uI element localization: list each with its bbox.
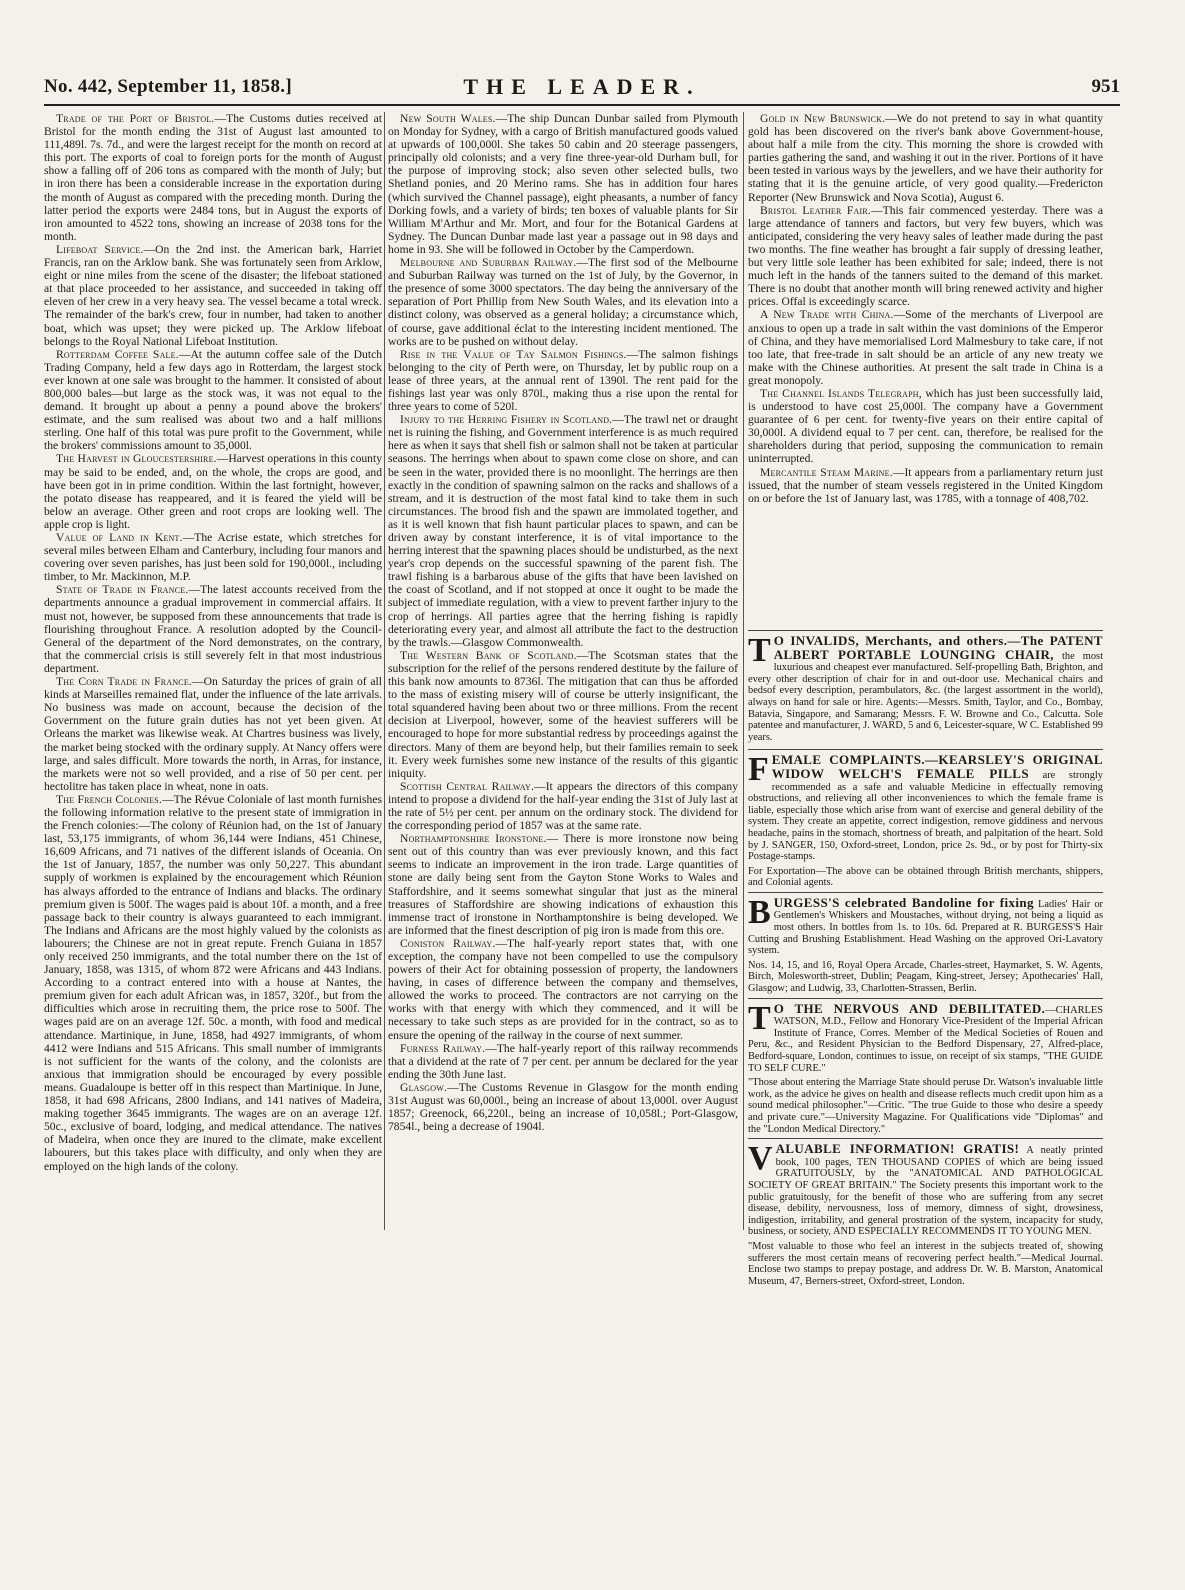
article-body: —The first sod of the Melbourne and Suburban Railway was turned on the 1st of July, by the Governor, in the presence of some 3000 spectators. The day being the anniversary of the separation of Port Phillip from New South Wales, and its elevation into a distinct colony, was observed as a general holiday; a circumstance which, of course, gave additional éclat to the interesting incident mentioned. The works are to be pushed on without delay.	[388, 256, 738, 348]
article-heading: The French Colonies.	[56, 792, 163, 806]
article-heading: Coniston Railway.	[400, 936, 496, 950]
column-divider	[384, 112, 385, 1230]
article-heading: Gold in New Brunswick.	[760, 112, 886, 125]
article	[44, 348, 382, 453]
article-heading: Rise in the Value of Tay Salmon Fishings.	[400, 347, 627, 361]
drop-cap: F	[748, 751, 769, 789]
page-number: 951	[1091, 76, 1120, 97]
article-body: —The half-yearly report states that, with one exception, the company have not been compelled to use the compulsory powers of their Act for obtaining possession of property, the landowners having, in cases of difference between the company and themselves, allowed the works to proceed. The contractors are not carrying on the works with that energy with which they commenced, and it will be necessary to take such steps as are provided for in the contract, so as to ensure the opening of the railway in the course of next summer.	[388, 936, 738, 1042]
article-body: —Harvest operations in this county may be said to be ended, and, on the whole, the crops are good, and have been got in in prime condition. Within the last fortnight, however, the potato disease has reappeared, and it is feared the yield will be below an average. Other green and root crops are looking well. The apple crop is light.	[44, 452, 382, 531]
masthead	[44, 74, 1120, 106]
column-2	[388, 112, 738, 1216]
ad-headline: O INVALIDS, Merchants, and others.—The PATENT ALBERT PORTABLE LOUNGING CHAIR,	[773, 633, 1103, 662]
ad-body: Ladies' Hair or Gentlemen's Whiskers and Moustaches, without drying, not being a liquid as most others. In bottles from 1s. to 10s. 6d. Prepared at R. BURGESS'S Hair Cutting and Brushing Establishment. Head Washing on the approved Ori-Lavatory system.	[748, 898, 1103, 957]
ad-headline: EMALE COMPLAINTS.—KEARSLEY'S ORIGINAL WIDOW WELCH'S FEMALE PILLS	[771, 752, 1103, 781]
drop-cap: T	[748, 632, 771, 669]
ad-note: Nos. 14, 15, and 16, Royal Opera Arcade, Charles-street, Haymarket, S. W. Agents, Birch, Molesworth-street, Dublin; Peagam, King-street, Jersey; Apothecaries' Hall, Glasgow; and Ludwig, 33, Charlotten-Strassen, Berlin.	[748, 959, 1103, 995]
article-heading: Injury to the Herring Fishery in Scotland.	[400, 413, 613, 427]
advertisements	[748, 630, 1103, 1287]
article	[748, 387, 1103, 466]
article-heading: Scottish Central Railway.	[400, 779, 535, 793]
article	[388, 348, 738, 413]
ad-note: "Those about entering the Marriage State should peruse Dr. Watson's invaluable little work, as the advice he gives on health and disease reflects much credit upon him as a sound medical philosopher."—Critic. "The true Guide to those who desire a speedy and private cure."—University Magazine. For Qualifications vide "Diplomas" and the "London Medical Directory."	[748, 1077, 1103, 1135]
article	[44, 531, 382, 583]
article	[44, 452, 382, 531]
article	[44, 675, 382, 793]
article-body: —The Customs duties received at Bristol for the month ending the 31st of August last amounted to 111,489l. 7s. 7d., and were the largest receipt for the month on record at this port. The exports of coal to foreign ports for the month of August show a falling off of 206 tons as compared with the month of July; but in iron there has been a considerable increase in the exportation during the month of August as compared with the preceding month. During the latter period the exports were 2484 tons, but in August the exports of iron amounted to 4522 tons, showing an increase of 2038 tons for the month.	[44, 112, 382, 243]
article-body: —The ship Duncan Dunbar sailed from Plymouth on Monday for Sydney, with a cargo of British manufactured goods valued at upwards of 100,000l. She takes 50 cabin and 20 steerage passengers, principally old colonists; and a very fine three-year-old Durham bull, for the purpose of improving stock; also seven other selected bulls, two Shetland ponies, and 20 Merino rams. She has in addition four hares (which survived the Channel passage), eight pheasants, a number of fancy Dorking fowls, and a variety of birds; ten boxes of valuable plants for Sir William M'Arthur and Mr. Mort, and four for the Botanical Gardens at Sydney. The Duncan Dunbar made last year a passage out in 98 days and home in 93. She will be followed in October by the Camperdown.	[388, 112, 738, 256]
advertisement	[748, 998, 1103, 1139]
column-3	[748, 112, 1103, 622]
article-heading: Melbourne and Suburban Railway.	[400, 256, 577, 270]
article	[388, 1081, 738, 1133]
issue-line: No. 442, September 11, 1858.]	[44, 76, 292, 97]
advertisement	[748, 749, 1103, 892]
article-body: —On the 2nd inst. the American bark, Harriet Francis, ran on the Arklow bank. She was fortunately seen from Arklow, eight or nine miles from the scene of the disaster; the lifeboat stationed at that place proceeded to her assistance, and succeeded in taking off eleven of her crew in a very heavy sea. The vessel became a total wreck. The remainder of the bark's crew, four in number, had taken to another boat, which was upset; they were picked up. The Arklow lifeboat belongs to the Royal National Lifeboat Institution.	[44, 242, 382, 348]
article-heading: Trade of the Port of Bristol.	[56, 112, 215, 125]
article-body: —The Scotsman states that the subscription for the relief of the persons rendered destitute by the failure of this bank now amounts to 8736l. The mitigation that can thus be afforded to the mass of existing misery will of course be utterly insignificant, the total squandered having been about two or three millions. From the recent decision at Liverpool, however, some of the heaviest sufferers will be encouraged to hope for more substantial redress by proceedings against the directors. Many of them are beyond help, but their families remain to seek it. Every week furnishes some new instance of the results of this gigantic iniquity.	[388, 648, 738, 780]
article-body: —We do not pretend to say in what quantity gold has been discovered on the river's bank above Government-house, about half a mile from the city. This morning the shore is crowded with parties gathering the sand, and washing it out in the river. Portions of it have been tested in various ways by the jewellers, and we have their authority for stating that it is the genuine article, of very good quality.—Fredericton Reporter (New Brunswick and Nova Scotia), August 6.	[748, 112, 1103, 204]
article	[44, 112, 382, 243]
article-body: —The salmon fishings belonging to the city of Perth were, on Thursday, let by public roup on a lease of three years, at the annual rent of 1390l. The rent paid for the fishings last year was only 870l., making thus a rise upon the rental for three years to come of 520l.	[388, 347, 739, 414]
article-body: —The half-yearly report of this railway recommends that a dividend at the rate of 7 per cent. per annum be declared for the year ending the 30th June last.	[388, 1041, 738, 1081]
article-heading: The Channel Islands Telegraph,	[760, 386, 922, 400]
ad-body: A neatly printed book, 100 pages, TEN THOUSAND COPIES of which are being issued GRATUITOUSLY, by the "ANATOMICAL AND PATHOLOGICAL SOCIETY OF GREAT BRITAIN." The Society presents this important work to the public gratuitously, for the benefit of those who are suffering from any secret disease, debility, nervousness, loss of memory, dimness of sight, drowsiness, indigestion, irritability, and general prostration of the system, incapacity for study, business, or society, AND ESPECIALLY RECOMMENDS IT TO YOUNG MEN.	[748, 1145, 1103, 1238]
ad-headline: URGESS'S celebrated Bandoline for fixing	[773, 894, 1034, 910]
article	[748, 112, 1103, 204]
drop-cap: B	[748, 893, 771, 931]
ad-headline: O THE NERVOUS AND DEBILITATED.	[773, 1000, 1046, 1016]
article	[388, 112, 738, 256]
article	[388, 413, 738, 649]
article-body: —This fair commenced yesterday. There was a large attendance of tanners and factors, but very few buyers, which was anticipated, considering the very heavy sales of leather made during the past two months. The fine weather has brought a fair supply of dressing leather, but very little sole leather has been exhibited for sale; indeed, there is not much left in the hands of the tanners suited to the demand of this market. There is no doubt that another month will bring renewed activity and higher prices. Offal is exceedingly scarce.	[748, 203, 1103, 309]
article-heading: Mercantile Steam Marine.	[760, 465, 893, 479]
article-body: —The Acrise estate, which stretches for several miles between Elham and Canterbury, including four manors and covering over seven parishes, has just been sold for 190,000l., including timber, to Mr. Mackinnon, M.P.	[44, 531, 382, 584]
article	[388, 256, 738, 348]
article	[388, 832, 738, 937]
drop-cap: V	[748, 1140, 773, 1178]
article	[388, 780, 738, 832]
article-heading: Furness Railway.	[400, 1041, 486, 1055]
article-heading: Value of Land in Kent.	[56, 531, 183, 544]
article-body: —The Révue Coloniale of last month furnishes the following information relative to the present state of immigration in the French colonies:—The colony of Réunion had, on the 1st of January last, 53,175 immigrants, of whom 36,144 were Indians, 451 Chinese, 16,609 Africans, and 71 natives of the different islands of Oceania. On the 1st of January, 1857, the number was only 50,227. This abundant supply of workmen is explained by the encouragement which Réunion has always afforded to the entrance of Indians and blacks. The ordinary premium given is 500f. The wages paid is about 10f. a month, and a free passage back to their country is always guaranteed to each immigrant. The Indians and Africans are the most highly valued by the colonists as labourers; the Chinese are not in great repute. French Guiana in 1857 only received 250 immigrants, and the total number there on the 1st of January, 1858, was 1315, of whom 872 were Africans and 443 Indians. According to a contract entered into with a house at Nantes, the premium given for each adult African was, in 1857, 320f., but from the difficulties which arose in recruiting them, the price rose to 500f. The wages paid are on an average 12f. 50c. a month, with food and medical attendance. Martinique, in June, 1858, had 4927 immigrants, of whom 4412 were Indians and 515 Africans. This small number of immigrants is not sufficient for the wants of the colony, and the colonists are anxious that immigration should be encouraged by every possible means. Guadaloupe is better off in this respect than Martinique. In June, 1858, it had 698 Africans, 2800 Indians, and 141 natives of Madeira, making together 3645 immigrants. The wages are on an average 12f. 50c., exclusive of board, lodging, and medical attendance. The natives of Madeira, when once they are inured to the climate, make excellent labourers, but this takes place with difficulty, and only when they are employed on the high lands of the colony.	[44, 792, 382, 1173]
article-heading: New South Wales.	[400, 112, 496, 125]
article-heading: State of Trade in France.	[56, 583, 189, 597]
article	[388, 937, 738, 1042]
article-heading: The Harvest in Gloucestershire.	[56, 452, 217, 466]
article-body: — There is more ironstone now being sent out of this country than was ever previously known, and this fact seems to indicate an improvement in the iron trade. Large quantities of stone are daily being sent from the Gayton Stone Works to Wales and Staffordshire, and it seems somewhat singular that just as the mineral treasures of Staffordshire are showing indications of exhaustion this immense tract of ironstone in Northamptonshire is being developed. We are informed that the finest description of pig iron is made from this ore.	[388, 832, 738, 937]
article-heading: The Corn Trade in France.	[56, 675, 193, 689]
article-body: —At the autumn coffee sale of the Dutch Trading Company, held a few days ago in Rotterdam, the largest stock ever known at one sale was brought to the hammer. It consisted of about 800,000 bales—but large as the stock was, it was not equal to the demand. It brought up about a penny a pound above the brokers' estimate, and the sum realised was about two and a half millions sterling. One half of this total was pure profit to the Government, while the brokers' commissions amount to 35,000l.	[44, 347, 383, 453]
article-body: —The Customs Revenue in Glasgow for the month ending 31st August was 60,000l., being an increase of about 13,000l. over August 1857; Greenock, 66,220l., being an increase of 10,058l.; Port-Glasgow, 7854l., being a decrease of 1904l.	[388, 1080, 738, 1134]
column-divider	[743, 112, 744, 1230]
article	[388, 649, 738, 780]
article	[388, 1042, 738, 1081]
article-body: —The trawl net or draught net is ruining the fishing, and Government interference is as much required here as when it says that shell fish or salmon shall not be taken at particular seasons. The herrings when about to spawn come close on shore, and can be seen in the water, provided there is no moonlight. The herrings are then exactly in the condition of spawning salmon on the racks and shallows of a stream, and it is destruction of the most fatal kind to take them in such circumstances. The brood fish and the spawn are immolated together, and as it is well known that fish haunt particular places to spawn, and can be driven away by constant interference, it is of vital importance to the herring interest that the spawning places should be undisturbed, as the next year's crop depends on the successful spawning of the parent fish. The trawl fishing is a barbarous abuse of the gifts that have been lavished on the coast of Scotland, and if not stopped at once it ought to be made the subject of immediate regulation, with a view to prevent farther injury to the crop of herrings. All parties agree that the herring fishing is rapidly deteriorating every year, and almost all attribute the fact to the destruction by the trawls.—Glasgow Commonwealth.	[388, 413, 738, 649]
article-body: —The latest accounts received from the departments announce a gradual improvement in commercial affairs. It must not, however, be supposed from these announcements that trade is flourishing throughout France. A resolution adopted by the Council-General of the department of the Nord demonstrates, on the contrary, that the commercial crisis is still severely felt in that most industrious department.	[44, 583, 382, 675]
article	[44, 793, 382, 1173]
ad-note: For Exportation—The above can be obtained through British merchants, shippers, and Colonial agents.	[748, 865, 1103, 889]
advertisement	[748, 892, 1103, 998]
article	[44, 583, 382, 675]
article-heading: Bristol Leather Fair.	[760, 203, 872, 217]
article	[748, 308, 1103, 387]
article-body: —On Saturday the prices of grain of all kinds at Marseilles remained flat, under the influence of the late arrivals. No business was made on account, because the decision of the Government on the future grain duties has not yet been given. At Orleans the market was likewise weak. At Chartres business was lively, the market being stocked with the ordinary supply. At Nancy offers were large, and sales difficult. More towards the north, in Arras, for instance, the markets were not so well provided, and a rise of 50 per cent. per hectolitre has taken place in wheat, none in oats.	[44, 675, 383, 793]
article-body: —Some of the merchants of Liverpool are anxious to open up a trade in salt within the vast dominions of the Emperor of China, and they have memorialised Lord Malmesbury to take care, if not too late, that free-trade in salt should be an article of any new treaty we make with the Chinese authorities. At present the salt trade in China is a great monopoly.	[748, 308, 1103, 387]
article	[44, 243, 382, 348]
newspaper-title: THE LEADER.	[463, 74, 701, 99]
article-heading: Northamptonshire Ironstone.	[400, 832, 547, 846]
article-heading: A New Trade with China.	[760, 308, 894, 322]
ad-body: the most luxurious and cheapest ever manufactured. Self-propelling Bath, Brighton, and every other description of chair for in and out-door use. Mechanical chairs and bedsof every description, perambulators, &c. (the largest assortment in the world), always on hand for sale or hire. Agents:—Messrs. Smith, Taylor, and Co., Bombay, Batavia, Singapore, and Samarang; Messrs. F. W. Browne and Co., Calcutta. Sole patentee and manufacturer, J. WARD, 5 and 6, Leicester-square, W C. Established 99 years.	[748, 650, 1103, 743]
article-body: —It appears the directors of this company intend to propose a dividend for the half-year ending the 31st of July last at the rate of 5½ per cent. per annum on the ordinary stock. The dividend for the corresponding period of 1857 was at the same rate.	[388, 779, 738, 833]
advertisement	[748, 1138, 1103, 1290]
article-body: which has just been successfully laid, is understood to have cost 25,000l. The company have a Government guarantee of 6 per cent. for twenty-five years on their entire capital of 30,000l. A dividend equal to 7 per cent. can, therefore, be realised for the shareholders during that period, supposing the communication to remain uninterrupted.	[748, 386, 1103, 466]
article-body: —It appears from a parliamentary return just issued, that the number of steam vessels registered in the United Kingdom on or before the 1st of January last, was 1785, with a tonnage of 408,702.	[748, 465, 1103, 505]
article	[748, 204, 1103, 309]
drop-cap: T	[748, 999, 771, 1037]
article-heading: Rotterdam Coffee Sale.	[56, 347, 179, 361]
ad-note: "Most valuable to those who feel an interest in the subjects treated of, showing sufferers the most certain means of recovering perfect health."—Medical Journal. Enclose two stamps to prepay postage, and address Dr. W. B. Marston, Anatomical Museum, 47, Berners-street, Oxford-street, London.	[748, 1240, 1103, 1287]
ad-body: are strongly recommended as a safe and valuable Medicine in effectually removing obstructions, and relieving all other inconveniences to which the female frame is liable, especially those which arise from want of exercise and general debility of the system. They create an appetite, correct indigestion, remove giddiness and nervous headache, pains in the stomach, shortness of breath, and palpitation of the heart. Sold by J. SANGER, 150, Oxford-street, London, price 2s. 9d., or by post for Thirty-six Postage-stamps.	[748, 769, 1103, 863]
ad-body: —CHARLES WATSON, M.D., Fellow and Honorary Vice-President of the Imperial African Institute of France, Corres. Member of the Medical Societies of Rouen and Peru, &c., and Resident Physician to the Bedford Dispensary, 27, Alfred-place, Bedford-square, London, continues to issue, on receipt of six stamps, "THE GUIDE TO SELF CURE."	[748, 1004, 1103, 1074]
column-1	[44, 112, 382, 1262]
article-heading: The Western Bank of Scotland.	[400, 648, 577, 662]
ad-headline: ALUABLE INFORMATION! GRATIS!	[775, 1141, 1020, 1157]
article-heading: Lifeboat Service.	[56, 242, 144, 256]
advertisement	[748, 630, 1103, 749]
article	[748, 466, 1103, 505]
article-heading: Glasgow.	[400, 1080, 448, 1094]
